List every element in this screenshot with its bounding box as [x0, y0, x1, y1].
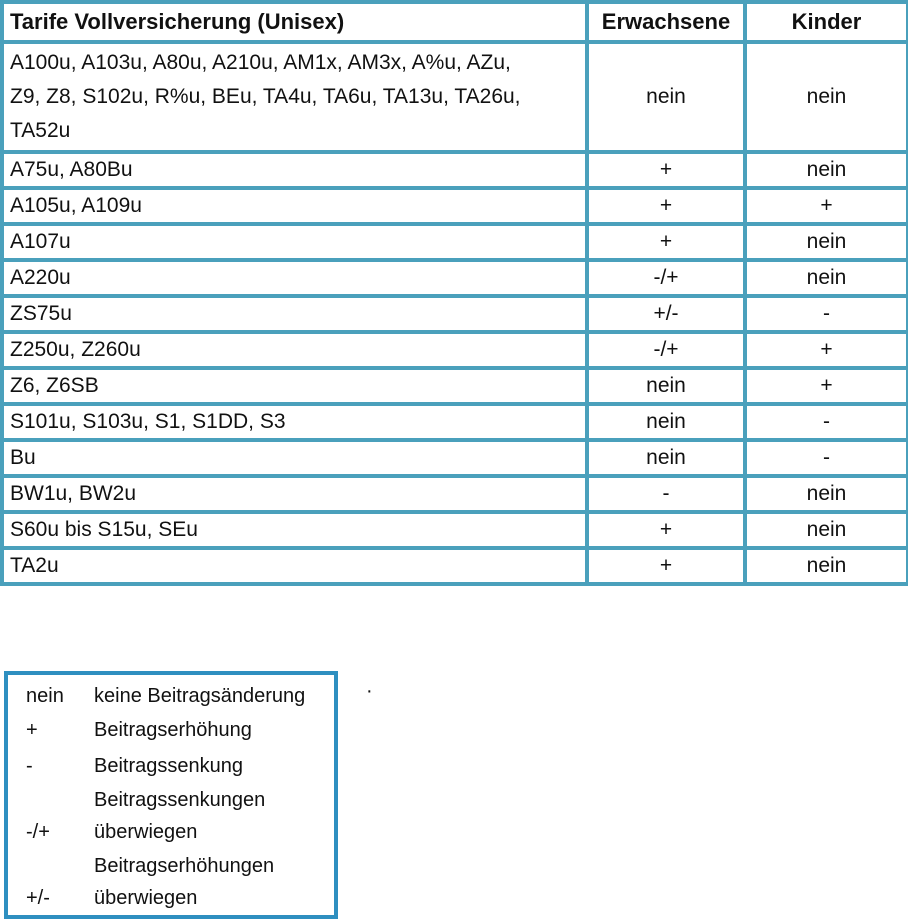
table-row	[2, 440, 908, 476]
legend-text: Beitragserhöhungen	[94, 855, 275, 877]
tariff-name: A220u	[2, 260, 587, 296]
legend-symbol: nein	[26, 685, 64, 707]
legend-text: Beitragssenkungen	[94, 789, 266, 811]
legend-box	[4, 671, 338, 919]
header-tarife: Tarife Vollversicherung (Unisex)	[2, 2, 587, 42]
legend-text: Beitragserhöhung	[94, 719, 252, 741]
tariff-name: S60u bis S15u, SEu	[2, 512, 587, 548]
table-row	[2, 404, 908, 440]
erwachsene-value: +	[587, 548, 745, 584]
kinder-value: nein	[745, 548, 908, 584]
table-row	[2, 548, 908, 584]
table-row	[2, 512, 908, 548]
kinder-value: nein	[745, 152, 908, 188]
tariff-name-line: Z9, Z8, S102u, R%u, BEu, TA4u, TA6u, TA13u, TA26u,	[10, 85, 521, 108]
table-row	[2, 152, 908, 188]
kinder-value: nein	[745, 224, 908, 260]
erwachsene-value: +	[587, 188, 745, 224]
tariff-name-line: TA52u	[10, 119, 71, 142]
kinder-value: nein	[745, 512, 908, 548]
header-erwachsene: Erwachsene	[587, 2, 745, 42]
legend-symbol: +/-	[26, 887, 50, 909]
erwachsene-value: -/+	[587, 260, 745, 296]
header-kinder: Kinder	[745, 2, 908, 42]
tariff-name	[2, 42, 587, 152]
table-row	[2, 368, 908, 404]
erwachsene-value: +	[587, 512, 745, 548]
tariff-name: A107u	[2, 224, 587, 260]
legend-text: überwiegen	[94, 821, 198, 843]
legend-symbol: -	[26, 755, 33, 777]
kinder-value: -	[745, 404, 908, 440]
table-row	[2, 224, 908, 260]
tariff-name: S101u, S103u, S1, S1DD, S3	[2, 404, 587, 440]
tariff-name: Z6, Z6SB	[2, 368, 587, 404]
erwachsene-value: nein	[587, 368, 745, 404]
table-row	[2, 296, 908, 332]
kinder-value: +	[745, 188, 908, 224]
tariff-name: A105u, A109u	[2, 188, 587, 224]
tariff-name: BW1u, BW2u	[2, 476, 587, 512]
kinder-value: +	[745, 368, 908, 404]
erwachsene-value: nein	[587, 404, 745, 440]
erwachsene-value: nein	[587, 440, 745, 476]
legend-symbol: -/+	[26, 821, 50, 843]
table-row	[2, 332, 908, 368]
tariff-name: TA2u	[2, 548, 587, 584]
legend-text: Beitragssenkung	[94, 755, 243, 777]
tariff-name-line: A100u, A103u, A80u, A210u, AM1x, AM3x, A%u, AZu,	[10, 51, 511, 74]
table-row	[2, 260, 908, 296]
tariff-name: ZS75u	[2, 296, 587, 332]
erwachsene-value: +	[587, 224, 745, 260]
kinder-value: nein	[745, 476, 908, 512]
table-row	[2, 476, 908, 512]
table-header-row	[2, 2, 908, 42]
erwachsene-value: -/+	[587, 332, 745, 368]
tariff-name: Bu	[2, 440, 587, 476]
legend-text: überwiegen	[94, 887, 198, 909]
tariff-name: Z250u, Z260u	[2, 332, 587, 368]
tariff-name: A75u, A80Bu	[2, 152, 587, 188]
kinder-value: +	[745, 332, 908, 368]
erwachsene-value: -	[587, 476, 745, 512]
stray-mark: ·	[366, 680, 373, 702]
table-row	[2, 188, 908, 224]
kinder-value: -	[745, 440, 908, 476]
kinder-value: -	[745, 296, 908, 332]
table-row	[2, 42, 908, 152]
erwachsene-value: +/-	[587, 296, 745, 332]
kinder-value: nein	[745, 260, 908, 296]
erwachsene-value: +	[587, 152, 745, 188]
erwachsene-value: nein	[587, 42, 745, 152]
kinder-value: nein	[745, 42, 908, 152]
legend-text: keine Beitragsänderung	[94, 685, 306, 707]
legend-symbol: +	[26, 719, 38, 741]
